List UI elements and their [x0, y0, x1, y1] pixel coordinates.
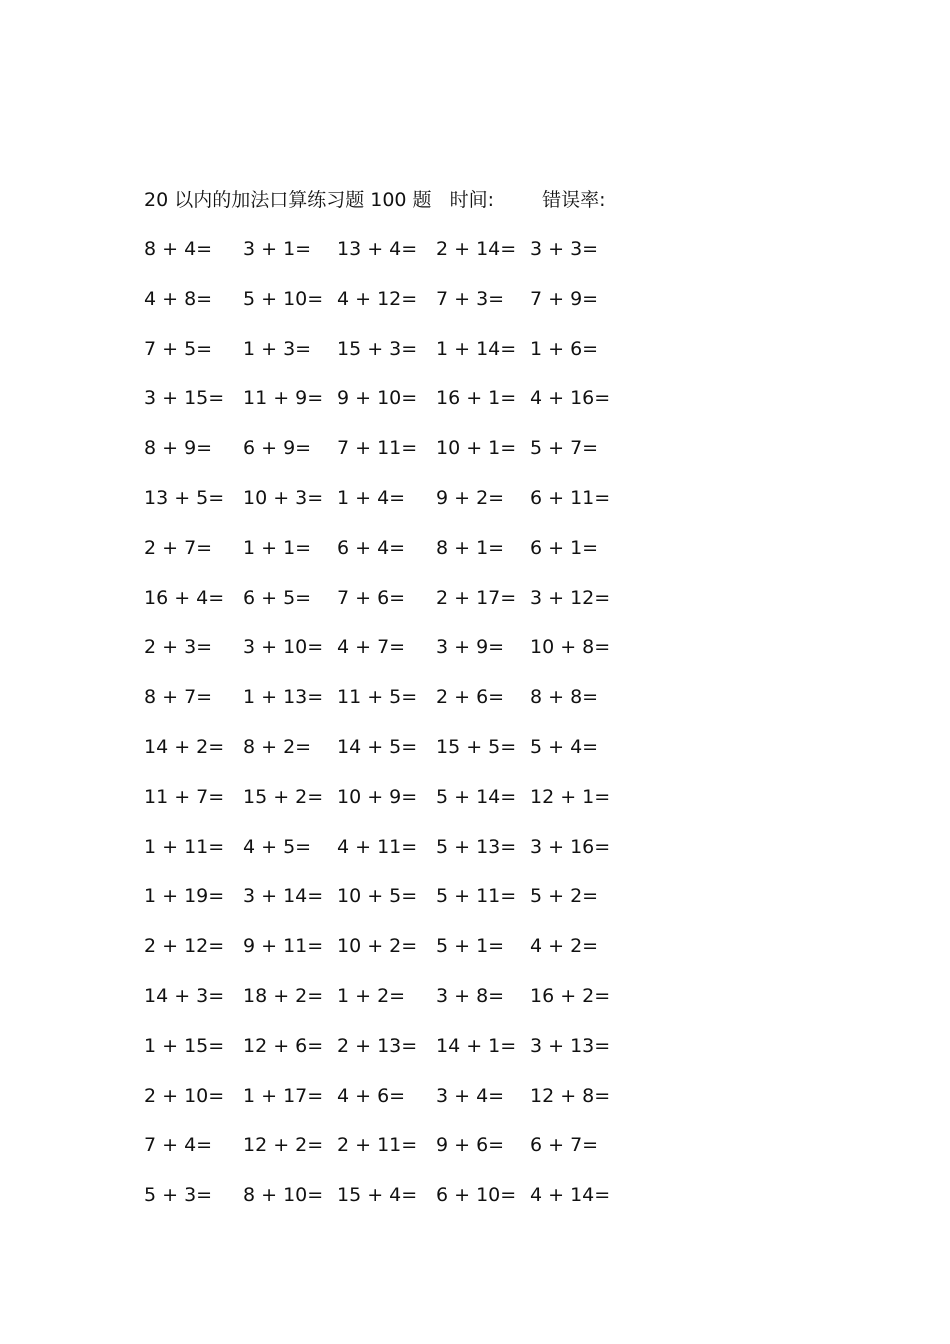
problem-item: 16 + 2=	[530, 984, 611, 1007]
problem-item: 7 + 5=	[144, 337, 213, 360]
problem-item: 4 + 5=	[243, 835, 312, 858]
problem-item: 2 + 13=	[337, 1034, 418, 1057]
problem-item: 3 + 4=	[436, 1084, 505, 1107]
problem-item: 4 + 14=	[530, 1184, 611, 1207]
problem-row	[144, 1032, 644, 1082]
problem-item: 14 + 3=	[144, 984, 225, 1007]
problem-item: 1 + 17=	[243, 1084, 324, 1107]
problem-item: 15 + 2=	[243, 785, 324, 808]
problem-item: 11 + 9=	[243, 387, 324, 410]
problem-item: 5 + 1=	[436, 935, 505, 958]
problem-item: 10 + 8=	[530, 636, 611, 659]
problem-item: 6 + 7=	[530, 1134, 599, 1157]
problem-item: 5 + 11=	[436, 885, 517, 908]
problem-item: 5 + 10=	[243, 287, 324, 310]
problem-row	[144, 584, 644, 634]
problem-row	[144, 982, 644, 1032]
problem-item: 2 + 14=	[436, 238, 517, 260]
problem-item: 10 + 3=	[243, 486, 324, 509]
problem-item: 5 + 2=	[530, 885, 599, 908]
problem-item: 5 + 7=	[530, 437, 599, 460]
problem-item: 5 + 4=	[530, 735, 599, 758]
problem-item: 7 + 6=	[337, 586, 406, 609]
problem-item: 10 + 9=	[337, 785, 418, 808]
problem-item: 4 + 12=	[337, 287, 418, 310]
problem-item: 12 + 8=	[530, 1084, 611, 1107]
problem-row	[144, 235, 644, 285]
time-label: 时间:	[449, 189, 495, 211]
problem-item: 16 + 1=	[436, 387, 517, 410]
problem-item: 6 + 9=	[243, 437, 312, 460]
problem-item: 18 + 2=	[243, 984, 324, 1007]
problem-item: 4 + 2=	[530, 935, 599, 958]
problem-row	[144, 434, 644, 484]
problem-item: 11 + 5=	[337, 686, 418, 709]
problem-item: 10 + 1=	[436, 437, 517, 460]
problem-item: 4 + 7=	[337, 636, 406, 659]
problem-item: 3 + 12=	[530, 586, 611, 609]
problem-item: 6 + 1=	[530, 536, 599, 559]
problem-item: 9 + 10=	[337, 387, 418, 410]
problem-row	[144, 733, 644, 783]
problem-item: 14 + 1=	[436, 1034, 517, 1057]
problem-item: 2 + 11=	[337, 1134, 418, 1157]
problem-row	[144, 1181, 644, 1231]
problem-row	[144, 534, 644, 584]
problem-item: 2 + 7=	[144, 536, 213, 559]
problem-item: 9 + 6=	[436, 1134, 505, 1157]
problem-item: 12 + 2=	[243, 1134, 324, 1157]
problem-item: 8 + 7=	[144, 686, 213, 709]
problem-item: 3 + 8=	[436, 984, 505, 1007]
problem-row	[144, 633, 644, 683]
problem-item: 3 + 1=	[243, 238, 312, 260]
problem-item: 7 + 3=	[436, 287, 505, 310]
problem-item: 13 + 5=	[144, 486, 225, 509]
problem-item: 1 + 6=	[530, 337, 599, 360]
problem-item: 6 + 11=	[530, 486, 611, 509]
problem-item: 6 + 5=	[243, 586, 312, 609]
problem-item: 3 + 15=	[144, 387, 225, 410]
error-rate-label: 错误率:	[542, 189, 606, 211]
problem-item: 2 + 12=	[144, 935, 225, 958]
problem-item: 15 + 3=	[337, 337, 418, 360]
problem-item: 3 + 3=	[530, 238, 599, 260]
problem-row	[144, 783, 644, 833]
problem-row	[144, 932, 644, 982]
problem-item: 4 + 8=	[144, 287, 213, 310]
problem-row	[144, 1131, 644, 1181]
worksheet-title: 20 以内的加法口算练习题 100 题	[144, 189, 432, 211]
problem-grid	[144, 235, 644, 1231]
problem-item: 2 + 10=	[144, 1084, 225, 1107]
problem-item: 2 + 6=	[436, 686, 505, 709]
problem-item: 5 + 14=	[436, 785, 517, 808]
problem-item: 10 + 5=	[337, 885, 418, 908]
problem-item: 13 + 4=	[337, 238, 418, 260]
problem-row	[144, 833, 644, 883]
problem-item: 8 + 2=	[243, 735, 312, 758]
problem-item: 1 + 11=	[144, 835, 225, 858]
problem-item: 2 + 17=	[436, 586, 517, 609]
problem-item: 12 + 6=	[243, 1034, 324, 1057]
problem-item: 12 + 1=	[530, 785, 611, 808]
problem-item: 8 + 1=	[436, 536, 505, 559]
problem-item: 1 + 2=	[337, 984, 406, 1007]
problem-item: 4 + 11=	[337, 835, 418, 858]
problem-item: 8 + 10=	[243, 1184, 324, 1207]
problem-item: 5 + 13=	[436, 835, 517, 858]
problem-item: 3 + 9=	[436, 636, 505, 659]
problem-row	[144, 1082, 644, 1132]
problem-item: 1 + 19=	[144, 885, 225, 908]
problem-row	[144, 484, 644, 534]
problem-item: 15 + 4=	[337, 1184, 418, 1207]
problem-item: 4 + 6=	[337, 1084, 406, 1107]
problem-item: 8 + 8=	[530, 686, 599, 709]
problem-item: 7 + 9=	[530, 287, 599, 310]
problem-item: 14 + 2=	[144, 735, 225, 758]
problem-item: 6 + 10=	[436, 1184, 517, 1207]
problem-item: 3 + 16=	[530, 835, 611, 858]
problem-item: 8 + 4=	[144, 238, 213, 260]
problem-item: 1 + 4=	[337, 486, 406, 509]
problem-item: 10 + 2=	[337, 935, 418, 958]
problem-row	[144, 683, 644, 733]
problem-item: 3 + 14=	[243, 885, 324, 908]
problem-item: 9 + 2=	[436, 486, 505, 509]
problem-item: 15 + 5=	[436, 735, 517, 758]
problem-item: 3 + 10=	[243, 636, 324, 659]
worksheet-header	[144, 186, 605, 214]
problem-item: 1 + 1=	[243, 536, 312, 559]
problem-row	[144, 882, 644, 932]
problem-item: 16 + 4=	[144, 586, 225, 609]
problem-item: 3 + 13=	[530, 1034, 611, 1057]
problem-item: 4 + 16=	[530, 387, 611, 410]
problem-item: 11 + 7=	[144, 785, 225, 808]
problem-item: 14 + 5=	[337, 735, 418, 758]
problem-item: 1 + 3=	[243, 337, 312, 360]
problem-item: 1 + 14=	[436, 337, 517, 360]
problem-item: 7 + 11=	[337, 437, 418, 460]
problem-row	[144, 335, 644, 385]
problem-row	[144, 285, 644, 335]
problem-item: 2 + 3=	[144, 636, 213, 659]
problem-item: 1 + 15=	[144, 1034, 225, 1057]
problem-item: 1 + 13=	[243, 686, 324, 709]
problem-item: 7 + 4=	[144, 1134, 213, 1157]
problem-item: 5 + 3=	[144, 1184, 213, 1207]
problem-item: 6 + 4=	[337, 536, 406, 559]
problem-item: 9 + 11=	[243, 935, 324, 958]
problem-item: 8 + 9=	[144, 437, 213, 460]
problem-row	[144, 384, 644, 434]
